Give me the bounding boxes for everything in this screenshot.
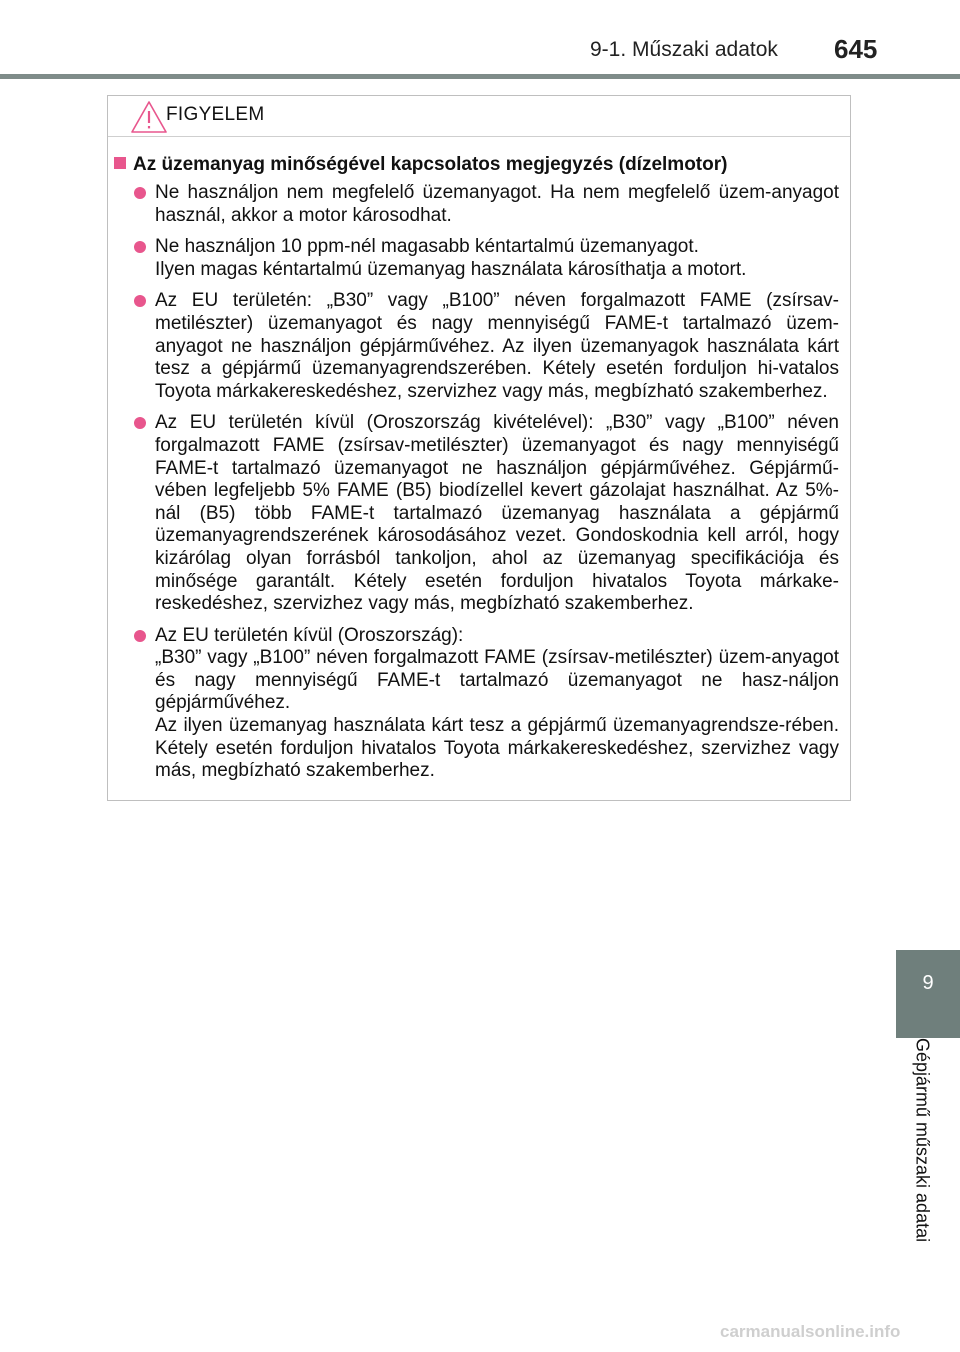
warning-section-title-text: Az üzemanyag minőségével kapcsolatos megjegyzés (dízelmotor) — [133, 154, 728, 175]
list-item-text: „B30” vagy „B100” néven forgalmazott FAME (zsírsav-metilészter) üzem-anyagot és nagy mennyiségű FAME-t tartalmazó üzemanyagot ne hasz-náljon gépjárművéhez. — [155, 647, 839, 714]
chapter-tab[interactable] — [896, 950, 960, 1038]
list-item — [108, 412, 850, 615]
bullet-dot-icon — [134, 295, 146, 307]
list-item-text: Ne használjon nem megfelelő üzemanyagot. Ha nem megfelelő üzem-anyagot használ, akkor a motor károsodhat. — [155, 182, 839, 226]
list-item-text: Az EU területén kívül (Oroszország kivételével): „B30” vagy „B100” néven forgalmazott FAME (zsírsav-metilészter) üzemanyagot és nagy mennyiségű FAME-t tartalmazó üzemanyagot ne használjon gépjárművéhez. Gépjármű-vében legfeljebb 5% FAME (B5) biodízellel kevert gázolajat használhat. Az 5%-nál (B5) több FAME-t tartalmazó üzemanyag használata a gépjármű üzemanyagrendszerének károsodásához vezet. Gondoskodnia kell arról, hogy kizárólag olyan forrásból tankoljon, ahol az üzemanyag specifikációja és minősége garantált. Kétely esetén forduljon hivatalos Toyota márkake-reskedéshez, szervizhez vagy más, megbízható szakemberhez. — [155, 412, 839, 615]
warning-triangle-icon — [130, 100, 168, 134]
chapter-number: 9 — [922, 972, 934, 994]
list-item-text: Ilyen magas kéntartalmú üzemanyag használata károsíthatja a motort. — [155, 258, 747, 280]
chapter-title-text: Gépjármű műszaki adatai — [912, 1038, 933, 1243]
bullet-dot-icon — [134, 187, 146, 199]
section-title: 9-1. Műszaki adatok — [590, 38, 778, 61]
list-item-text: Ne használjon 10 ppm-nél magasabb kéntartalmú üzemanyagot. — [155, 236, 699, 258]
list-item — [108, 290, 850, 403]
bullet-dot-icon — [134, 630, 146, 642]
warning-title: FIGYELEM — [166, 104, 265, 125]
list-item — [108, 182, 850, 227]
page-number: 645 — [834, 34, 878, 64]
bullet-dot-icon — [134, 241, 146, 253]
watermark: carmanualsonline.info — [720, 1322, 901, 1341]
warning-header — [108, 96, 850, 137]
list-item — [108, 236, 850, 281]
warning-items — [108, 182, 850, 792]
list-item-text: Az ilyen üzemanyag használata kárt tesz a gépjármű üzemanyagrendsze-rében. Kétely esetén forduljon hivatalos Toyota márkakereskedéshez, szervizhez vagy más, megbízható szakemberhez. — [155, 715, 839, 782]
list-item-text: Az EU területén: „B30” vagy „B100” néven forgalmazott FAME (zsírsav-metilészter) üzemanyagot és nagy mennyiségű FAME-t tartalmazó üzem-anyagot ne használjon gépjárművéhez. Az ilyen üzemanyagok használata kárt tesz a gépjármű üzemanyagrendszerében. Kétely esetén forduljon hi-vatalos Toyota márkakereskedéshez, szervizhez vagy más, megbízható szakemberhez. — [155, 290, 839, 402]
warning-box — [107, 95, 851, 801]
square-bullet-icon — [114, 157, 126, 169]
page-header — [0, 0, 960, 80]
list-item-text: Az EU területén kívül (Oroszország): — [155, 624, 464, 646]
bullet-dot-icon — [134, 417, 146, 429]
warning-section-title — [114, 154, 727, 176]
header-rule — [0, 74, 960, 79]
chapter-title — [894, 1038, 934, 1346]
list-item — [108, 625, 850, 783]
